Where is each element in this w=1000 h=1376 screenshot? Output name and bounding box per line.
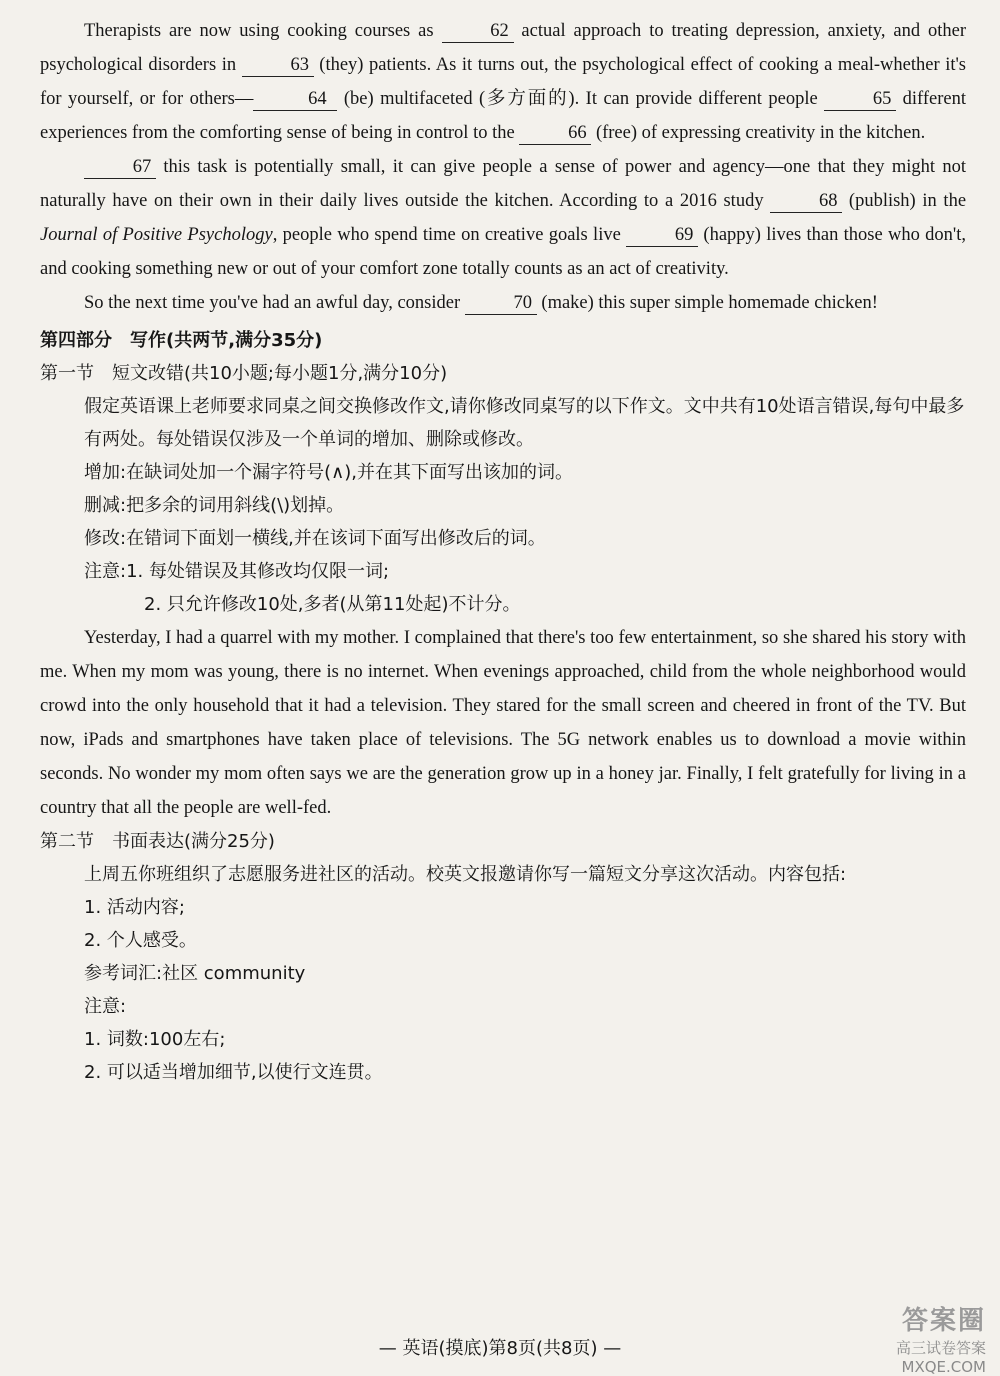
passage-paragraph-3: So the next time you've had an awful day, consider 70 (make) this super simple homemade chicken! bbox=[84, 293, 878, 313]
content-item-1: 1. 活动内容; bbox=[84, 897, 185, 918]
section1-heading: 第一节 短文改错(共10小题;每小题1分,满分10分) bbox=[40, 363, 448, 384]
blank-69: 69 bbox=[626, 224, 698, 247]
journal-title: Journal of Positive Psychology bbox=[40, 225, 273, 245]
section2-heading: 第二节 书面表达(满分25分) bbox=[40, 831, 275, 852]
note-1: 注意:1. 每处错误及其修改均仅限一词; bbox=[84, 561, 390, 582]
watermark: 答案圈 高三试卷答案 MXQE.COM bbox=[895, 1306, 986, 1376]
vocab-hint: 参考词汇:社区 community bbox=[84, 963, 306, 984]
blank-63: 63 bbox=[242, 54, 314, 77]
notes-label: 注意: bbox=[84, 996, 127, 1017]
blank-66: 66 bbox=[519, 122, 591, 145]
blank-68: 68 bbox=[770, 190, 842, 213]
passage-paragraph-2: 67 this task is potentially small, it can give people a sense of power and agency—one that they might not naturally have on their own in their daily lives outside the kitchen. According to a 2016 study 68 (publish) in the Journal of Positive Psychology, people who spend time on creative goals live 69 (happy) lives than those who don't, and cooking something new or out of your comfort zone totally counts as an act of creativity. bbox=[40, 157, 967, 279]
content-item-2: 2. 个人感受。 bbox=[84, 930, 197, 951]
blank-64: 64 bbox=[253, 88, 337, 111]
blank-62: 62 bbox=[442, 20, 514, 43]
word-count-note: 1. 词数:100左右; bbox=[84, 1029, 226, 1050]
page-footer: — 英语(摸底)第8页(共8页) — bbox=[378, 1338, 622, 1359]
detail-note: 2. 可以适当增加细节,以使行文连贯。 bbox=[84, 1062, 383, 1083]
rule-modify: 修改:在错词下面划一横线,并在该词下面写出修改后的词。 bbox=[84, 528, 546, 549]
section1-intro: 假定英语课上老师要求同桌之间交换修改作文,请你修改同桌写的以下作文。文中共有10处语言错误,每句中最多有两处。每处错误仅涉及一个单词的增加、删除或修改。 bbox=[84, 396, 965, 450]
rule-add: 增加:在缺词处加一个漏字符号(∧),并在其下面写出该加的词。 bbox=[84, 462, 574, 483]
blank-65: 65 bbox=[824, 88, 896, 111]
section2-intro: 上周五你班组织了志愿服务进社区的活动。校英文报邀请你写一篇短文分享这次活动。内容包括: bbox=[84, 864, 847, 885]
note-2: 2. 只允许修改10处,多者(从第11处起)不计分。 bbox=[144, 594, 521, 615]
rule-delete: 删减:把多余的词用斜线(\)划掉。 bbox=[84, 495, 345, 516]
correction-essay: Yesterday, I had a quarrel with my mother. I complained that there's too few entertainment, so she shared his story with me. When my mom was young, there is no internet. When evenings approached, child from the whole neighborhood would crowd into the only household that it had a television. They stared for the small screen and cheered in front of the TV. But now, iPads and smartphones have taken place of televisions. The 5G network enables us to download a movie within seconds. No wonder my mom often says we are the generation grow up in a honey jar. Finally, I felt gratefully for living in a country that all the people are well-fed. bbox=[40, 628, 966, 818]
blank-67: 67 bbox=[84, 156, 156, 179]
blank-70: 70 bbox=[465, 292, 537, 315]
part4-heading: 第四部分 写作(共两节,满分35分) bbox=[40, 330, 323, 351]
passage-paragraph-1: Therapists are now using cooking courses as 62 actual approach to treating depression, anxiety, and other psychological disorders in 63 (they) patients. As it turns out, the psychological effect of cooking a meal-whether it's for yourself, or for others— 64 (be) multifaceted (多方面的). It can provide different people 65 different experiences from the comforting sense of being in control to the 66 (free) of expressing creativity in the kitchen. bbox=[40, 21, 967, 143]
exam-page bbox=[40, 14, 966, 1089]
